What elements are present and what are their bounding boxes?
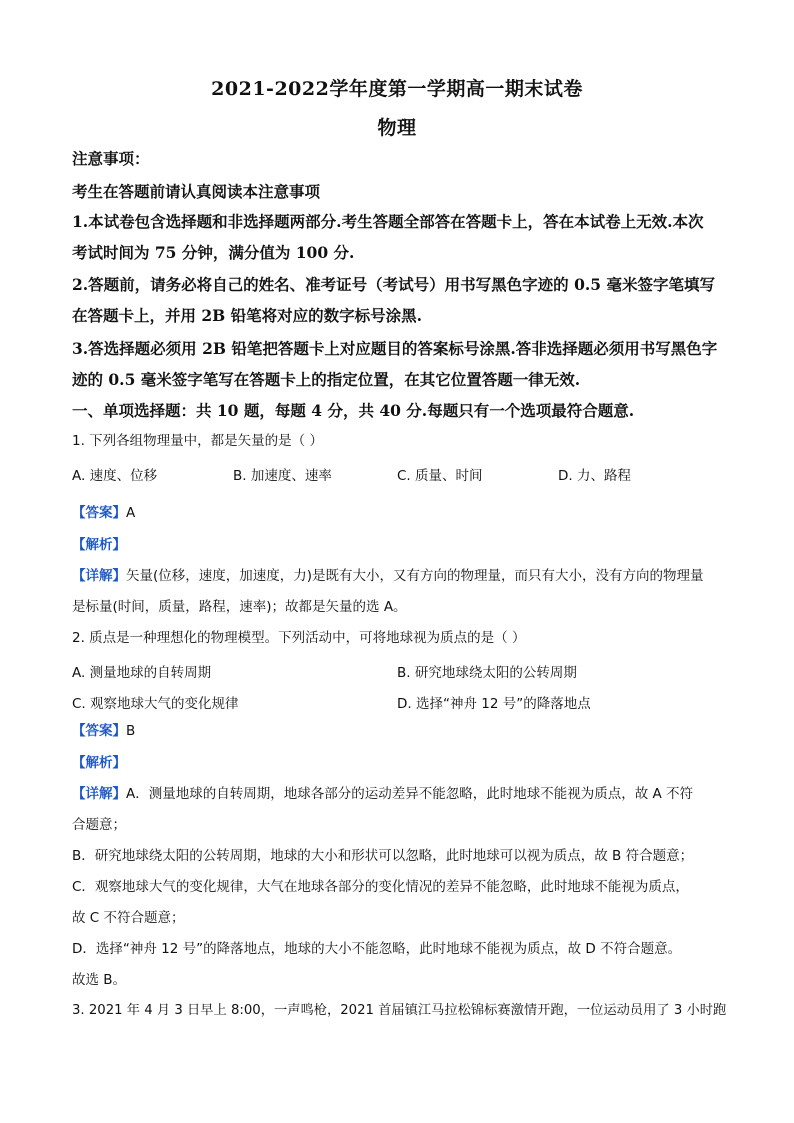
question-2-stem: 2. 质点是一种理想化的物理模型。下列活动中，可将地球视为质点的是（ ）: [72, 630, 526, 646]
q2-detail-line: 故选 B。: [72, 972, 127, 988]
notice-line: 3.答选择题必须用 2B 铅笔把答题卡上对应题目的答案标号涂黑.答非选择题必须用书写黑色字: [72, 339, 718, 358]
q2-detail-line: 故 C 不符合题意；: [72, 910, 185, 926]
notice-line: 考生在答题前请认真阅读本注意事项: [72, 182, 321, 201]
q1-option-b: B. 加速度、速率: [233, 468, 332, 484]
q2-detail-line: 合题意；: [72, 817, 126, 833]
q1-analysis: [72, 537, 732, 553]
q1-detail-line: 是标量(时间，质量，路程，速率)；故都是矢量的选 A。: [72, 599, 407, 615]
detail-text: 矢量(位移，速度，加速度，力)是既有大小，又有方向的物理量，而只有大小，没有方向的物理量: [126, 568, 704, 584]
notice-line: 在答题卡上，并用 2B 铅笔将对应的数字标号涂黑.: [72, 306, 423, 325]
q2-detail-line: C．观察地球大气的变化规律，大气在地球各部分的变化情况的差异不能忽略，此时地球不能视为质点，: [72, 879, 689, 895]
q2-analysis: [72, 755, 732, 771]
notice-line: 迹的 0.5 毫米签字笔写在答题卡上的指定位置，在其它位置答题一律无效.: [72, 370, 581, 389]
answer-tag: 【答案】: [72, 505, 126, 521]
detail-text: A．测量地球的自转周期，地球各部分的运动差异不能忽略，此时地球不能视为质点，故 A 不符: [126, 786, 694, 802]
question-1-stem: 1. 下列各组物理量中，都是矢量的是（ ）: [72, 433, 323, 449]
question-3-stem: 3. 2021 年 4 月 3 日早上 8:00，一声鸣枪，2021 首届镇江马拉松锦标赛激情开跑，一位运动员用了 3 小时跑: [72, 1003, 727, 1018]
detail-tag: 【详解】: [72, 568, 126, 584]
section-heading: 一、单项选择题：共 10 题，每题 4 分，共 40 分.每题只有一个选项最符合题意.: [72, 401, 635, 420]
q2-option-d: D. 选择“神舟 12 号”的降落地点: [397, 696, 591, 712]
exam-title: 2021-2022学年度第一学期高一期末试卷: [211, 78, 583, 100]
q2-option-c: C. 观察地球大气的变化规律: [72, 696, 239, 712]
q2-option-b: B. 研究地球绕太阳的公转周期: [397, 665, 577, 681]
q2-detail-line: B．研究地球绕太阳的公转周期，地球的大小和形状可以忽略，此时地球可以视为质点，故 B 符合题意；: [72, 848, 694, 864]
q1-detail-line: [72, 568, 732, 584]
subject-title: 物理: [377, 117, 417, 139]
notice-heading: 注意事项：: [72, 149, 150, 168]
q2-answer: [72, 723, 732, 739]
answer-tag: 【答案】: [72, 723, 126, 739]
q1-option-d: D. 力、路程: [558, 468, 631, 484]
notice-line: 1.本试卷包含选择题和非选择题两部分.考生答题全部答在答题卡上，答在本试卷上无效.本次: [72, 212, 704, 231]
q2-detail-line: D．选择“神舟 12 号”的降落地点，地球的大小不能忽略，此时地球不能视为质点，故 D 不符合题意。: [72, 941, 682, 957]
q1-answer: [72, 505, 732, 521]
analysis-tag: 【解析】: [72, 537, 126, 553]
analysis-tag: 【解析】: [72, 755, 126, 771]
answer-value: B: [126, 723, 136, 739]
answer-value: A: [126, 505, 136, 521]
q1-option-c: C. 质量、时间: [397, 468, 483, 484]
q2-detail-line: [72, 786, 732, 802]
q1-option-a: A. 速度、位移: [72, 468, 158, 484]
detail-tag: 【详解】: [72, 786, 126, 802]
notice-line: 2.答题前，请务必将自己的姓名、准考证号（考试号）用书写黑色字迹的 0.5 毫米签字笔填写: [72, 275, 715, 294]
q2-option-a: A. 测量地球的自转周期: [72, 665, 212, 681]
notice-line: 考试时间为 75 分钟，满分值为 100 分.: [72, 243, 355, 262]
